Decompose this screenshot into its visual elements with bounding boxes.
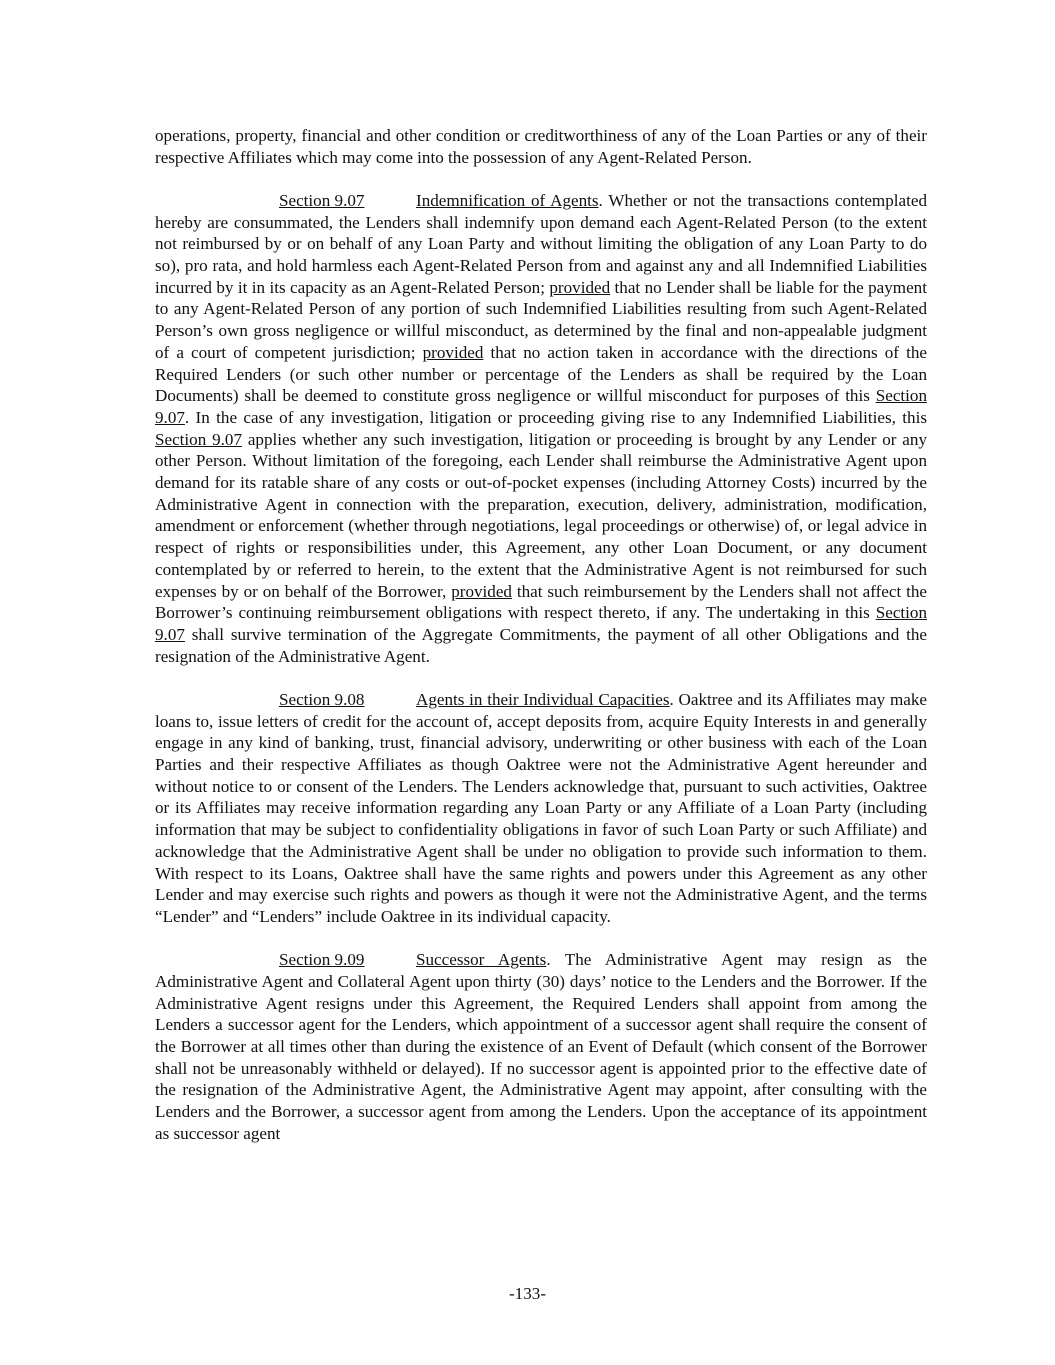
- text-run: . In the case of any investigation, litigation or proceeding giving rise to any Indemnified Liabilities, this: [184, 407, 927, 427]
- text-run: . Whether or not the transactions contemplated hereby are consummated, the Lenders shall indemnify upon demand each Agent-Related Person (to the extent not reimbursed by or on behalf of any Loan Party and without limiting the obligation of any Loan Party to do so), pro rata, and hold harmless each Agent-Related Person from and against any and all Indemnified Liabilities incurred by it in its capacity as an Agent-Related Person;: [155, 190, 927, 297]
- underlined-term: provided: [549, 277, 611, 297]
- paragraph-continuation: operations, property, financial and other condition or creditworthiness of any of the Loan Parties or any of their respective Affiliates which may come into the possession of any Agent-Related Person.: [155, 126, 927, 167]
- text-run: that no Lender shall be liable for the payment to any Agent-Related Person of any portion of such Indemnified Liabilities resulting from such Agent-Related Person’s own gross negligence or willful misconduct, as determined by the final and non-appealable judgment of a court of competent jurisdiction;: [155, 277, 927, 362]
- section-9-08-paragraph: [155, 689, 927, 928]
- section-heading: Agents in their Individual Capacities: [416, 689, 670, 709]
- text-run: that such reimbursement by the Lenders shall not affect the Borrower’s continuing reimbursement obligations with respect thereto, if any. The undertaking in this: [155, 581, 928, 623]
- cross-reference: Section 9.07: [155, 429, 243, 449]
- section-9-09-paragraph: [155, 949, 927, 1144]
- page-number: -133-: [508, 1284, 547, 1303]
- section-heading: Indemnification of Agents: [416, 190, 599, 210]
- section-number: Section 9.07: [279, 190, 365, 210]
- text-run: applies whether any such investigation, litigation or proceeding is brought by any Lender or any other Person. Without limitation of the foregoing, each Lender shall reimburse the Administrative Agent upon demand for its ratable share of any costs or out-of-pocket expenses (including Attorney Costs) incurred by the Administrative Agent in connection with the preparation, execution, delivery, administration, modification, amendment or enforcement (whether through negotiations, legal proceedings or otherwise) of, or legal advice in respect of rights or responsibilities under, this Agreement, any other Loan Document, or any document contemplated by or referred to herein, to the extent that the Administrative Agent is not reimbursed for such expenses by or on behalf of the Borrower,: [155, 429, 927, 601]
- underlined-term: provided: [422, 342, 484, 362]
- cross-reference: Section 9.07: [155, 386, 927, 427]
- text-run: shall survive termination of the Aggregate Commitments, the payment of all other Obligations and the resignation of the Administrative Agent.: [155, 624, 927, 666]
- document-body: [155, 125, 927, 1144]
- section-9-07-paragraph: [155, 190, 927, 667]
- text-run: . Oaktree and its Affiliates may make loans to, issue letters of credit for the account of, accept deposits from, acquire Equity Interests in and generally engage in any kind of banking, trust, financial advisory, underwriting or other business with each of the Loan Parties and their respective Affiliates as though Oaktree were not the Administrative Agent hereunder and without notice to or consent of the Lenders. The Lenders acknowledge that, pursuant to such activities, Oaktree or its Affiliates may receive information regarding any Loan Party or any Affiliate of a Loan Party (including information that may be subject to confidentiality obligations in favor of such Loan Party or such Affiliate) and acknowledge that the Administrative Agent shall be under no obligation to provide such information to them. With respect to its Loans, Oaktree shall have the same rights and powers under this Agreement as any other Lender and may exercise such rights and powers as though it were not the Administrative Agent, and the terms “Lender” and “Lenders” include Oaktree in its individual capacity.: [155, 689, 927, 926]
- section-number: Section 9.08: [279, 689, 365, 709]
- cross-reference: Section 9.07: [155, 603, 927, 644]
- text-run: . The Administrative Agent may resign as the Administrative Agent and Collateral Agent upon thirty (30) days’ notice to the Lenders and the Borrower. If the Administrative Agent resigns under this Agreement, the Required Lenders shall appoint from among the Lenders a successor agent for the Lenders, which appointment of a successor agent shall require the consent of the Borrower at all times other than during the existence of an Event of Default (which consent of the Borrower shall not be unreasonably withheld or delayed). If no successor agent is appointed prior to the effective date of the resignation of the Administrative Agent, the Administrative Agent may appoint, after consulting with the Lenders and the Borrower, a successor agent from among the Lenders. Upon the acceptance of its appointment as successor agent: [155, 950, 927, 1143]
- section-number: Section 9.09: [279, 950, 365, 970]
- underlined-term: provided: [451, 581, 512, 601]
- text-run: that no action taken in accordance with the directions of the Required Lenders (or such other number or percentage of the Lenders as shall be required by the Loan Documents) shall be deemed to constitute gross negligence or willful misconduct for purposes of this: [155, 342, 927, 406]
- section-heading: Successor Agents: [416, 950, 547, 970]
